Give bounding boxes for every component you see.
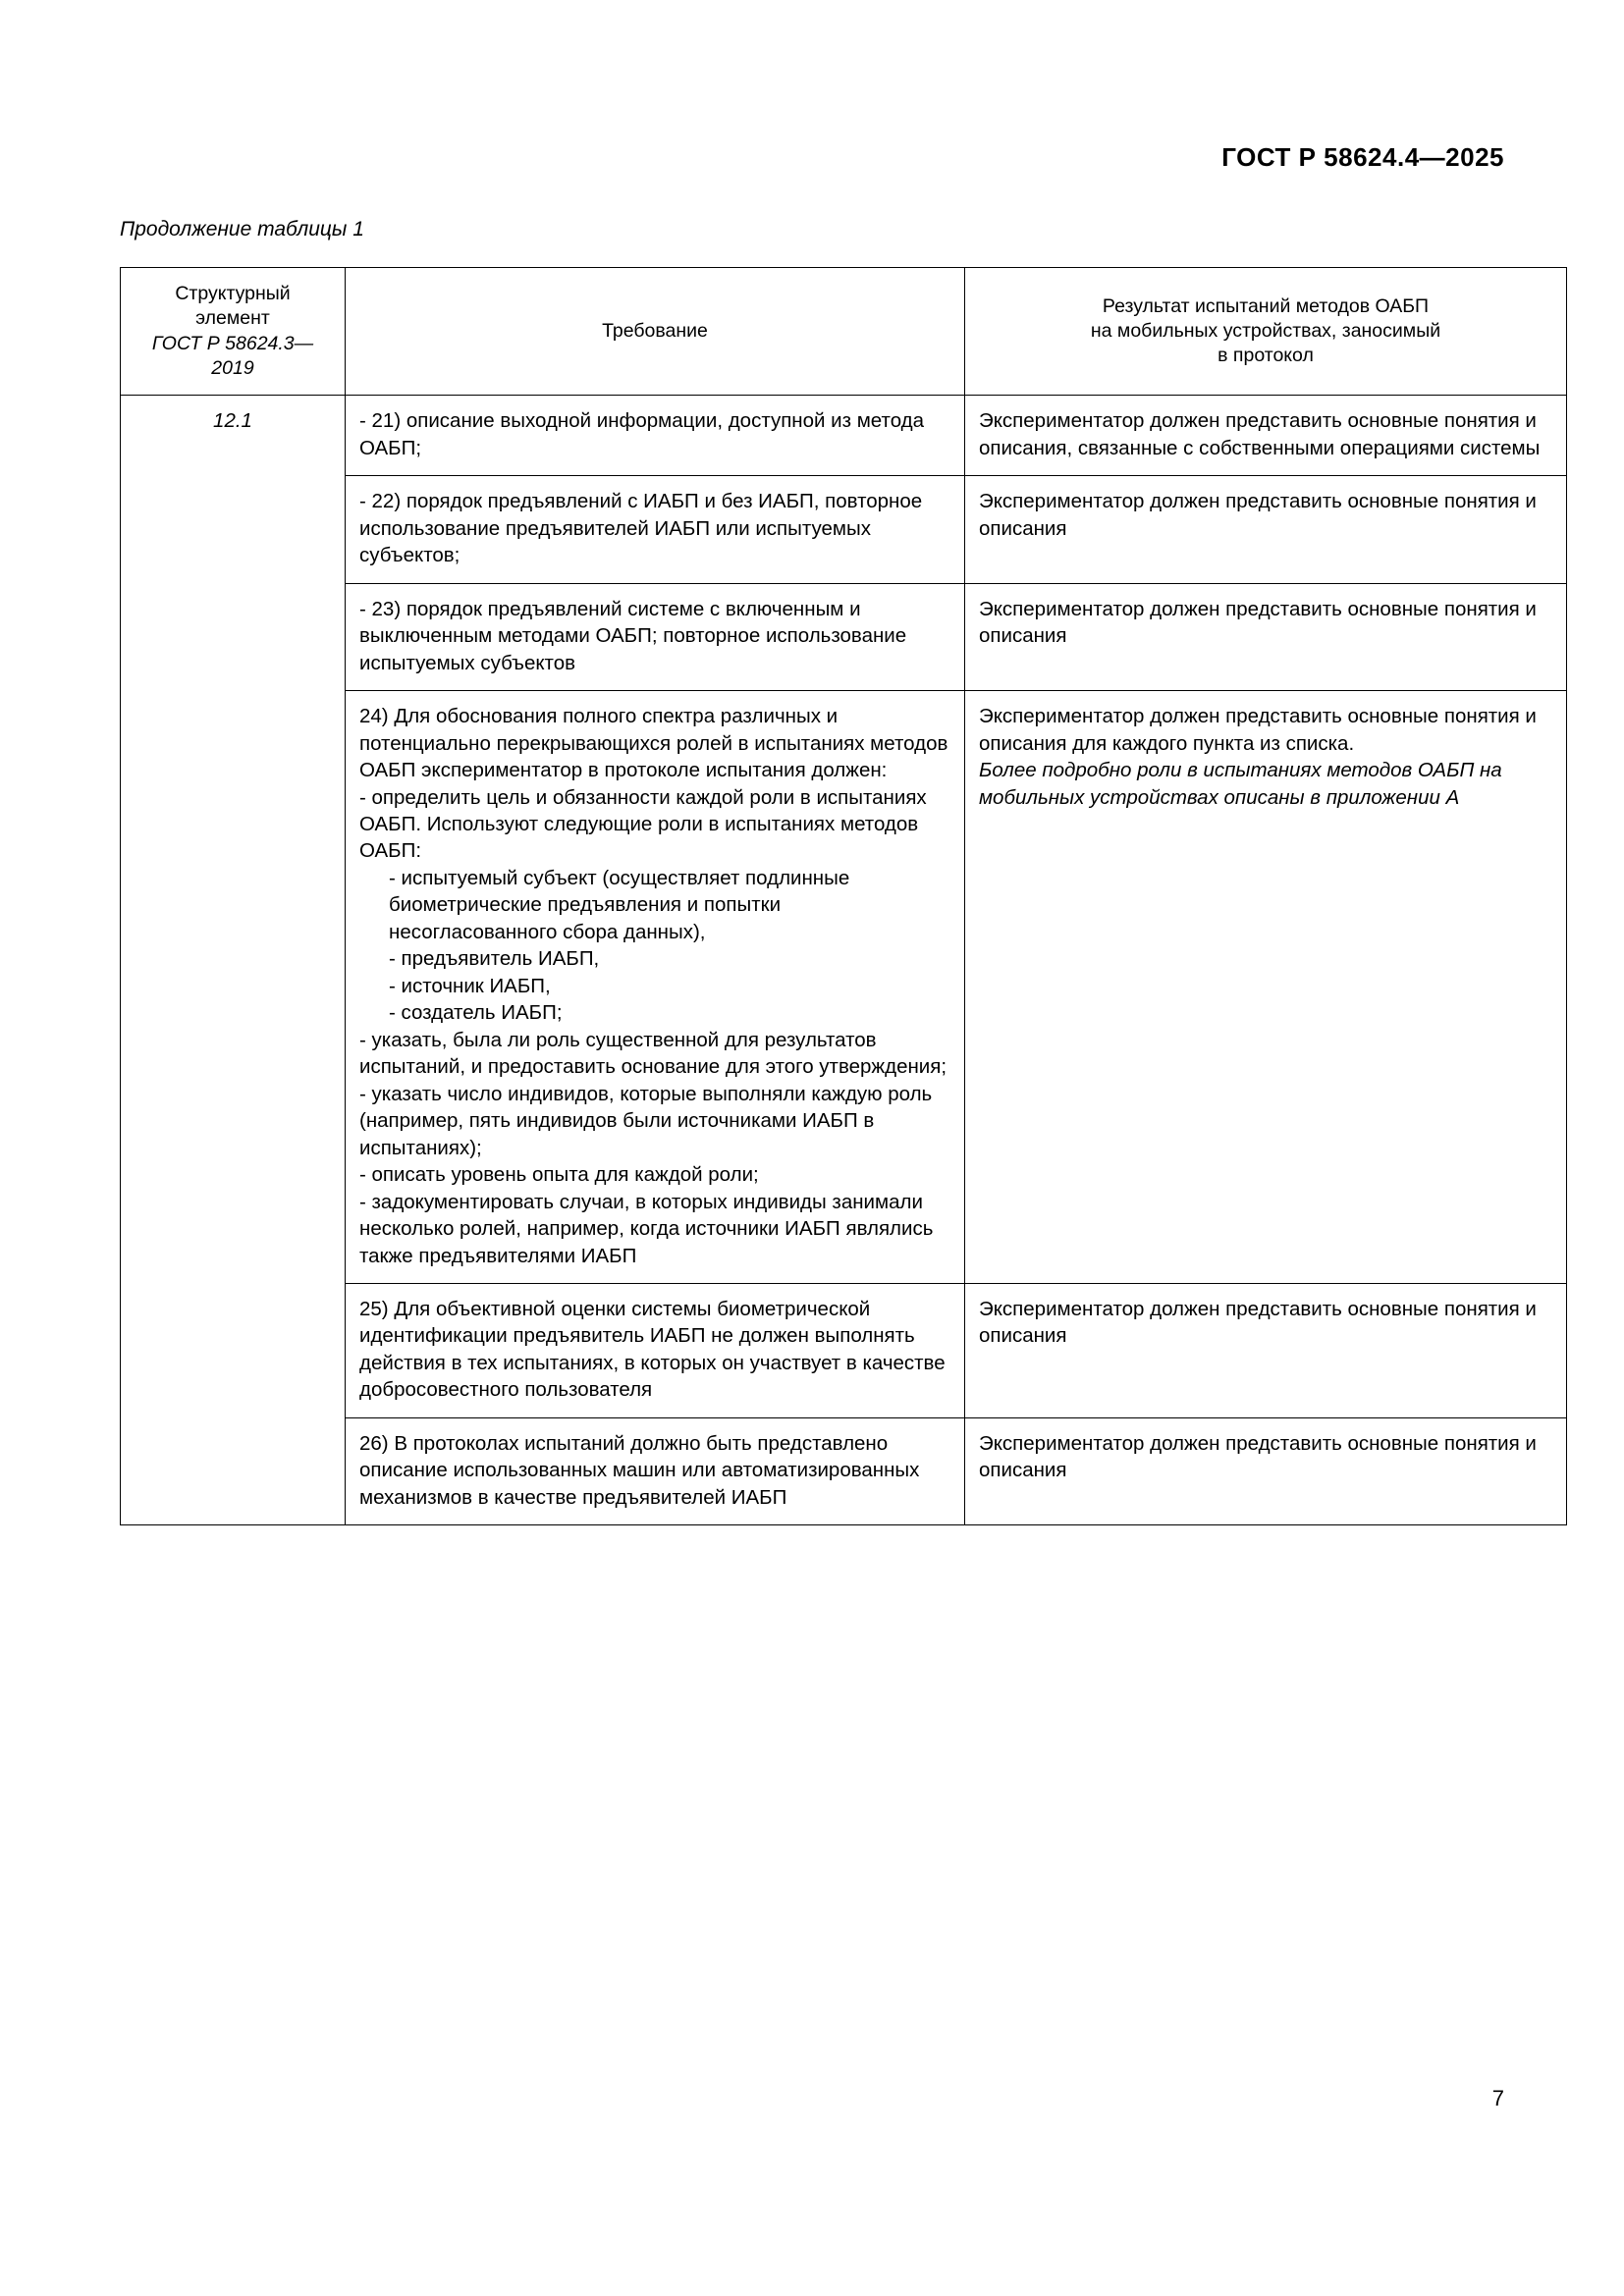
- column-header-line-4: 2019: [211, 357, 254, 380]
- column-header-line-3: ГОСТ Р 58624.3—: [151, 332, 314, 354]
- requirement-item: - описать уровень опыта для каждой роли;: [359, 1163, 759, 1187]
- cell-structural-element: 12.1: [121, 396, 346, 1525]
- requirement-item: - определить цель и обязанности каждой роли в испытаниях ОАБП. Используют следующие роли в испытаниях методов ОАБП:: [359, 785, 927, 863]
- requirement-item: - указать число индивидов, которые выполняли каждую роль (например, пять индивидов были источниками ИАБП в испытаниях);: [359, 1082, 933, 1159]
- page-number: 7: [1491, 2086, 1504, 2110]
- column-header-requirement-label: Требование: [602, 320, 708, 343]
- cell-requirement-list: [346, 691, 965, 1284]
- requirement-item: - источник ИАБП,: [389, 974, 551, 997]
- cell-requirement: - 21) описание выходной информации, доступной из метода ОАБП;: [346, 396, 965, 476]
- result-text: Экспериментатор должен представить основные понятия и описания для каждого пункта из списка.: [979, 705, 1537, 755]
- cell-requirement: - 22) порядок предъявлений с ИАБП и без ИАБП, повторное использование предъявителей ИАБП или испытуемых субъектов;: [346, 476, 965, 583]
- column-header-result-line-1: Результат испытаний методов ОАБП: [1102, 294, 1430, 317]
- requirement-item: - создатель ИАБП;: [389, 1001, 563, 1025]
- cell-result: Экспериментатор должен представить основные понятия и описания: [965, 476, 1567, 583]
- requirement-item: - задокументировать случаи, в которых индивиды занимали несколько ролей, например, когда источники ИАБП являлись также предъявителями ИАБП: [359, 1190, 934, 1267]
- cell-result: [965, 691, 1567, 1284]
- table-caption: Продолжение таблицы 1: [120, 218, 364, 240]
- column-header-result-line-2: на мобильных устройствах, заносимый: [1090, 320, 1441, 343]
- cell-result: Экспериментатор должен представить основные понятия и описания, связанные с собственными операциями системы: [965, 396, 1567, 476]
- cell-requirement: 26) В протоколах испытаний должно быть представлено описание использованных машин или автоматизированных механизмов в качестве предъявителей ИАБП: [346, 1417, 965, 1524]
- table-header-row: [121, 268, 1567, 396]
- cell-requirement: 25) Для объективной оценки системы биометрической идентификации предъявитель ИАБП не должен выполнять действия в тех испытаниях, в которых он участвует в качестве добросовестного пользователя: [346, 1283, 965, 1417]
- table-body: [121, 396, 1567, 1525]
- cell-result: Экспериментатор должен представить основные понятия и описания: [965, 1417, 1567, 1524]
- cell-result: Экспериментатор должен представить основные понятия и описания: [965, 1283, 1567, 1417]
- column-header-result: [965, 268, 1567, 396]
- requirement-intro: 24) Для обоснования полного спектра различных и потенциально перекрывающихся ролей в испытаниях методов ОАБП экспериментатор в протоколе испытания должен:: [359, 705, 948, 782]
- cell-requirement: - 23) порядок предъявлений системе с включенным и выключенным методами ОАБП; повторное использование испытуемых субъектов: [346, 583, 965, 690]
- table-head: [121, 268, 1567, 396]
- result-note-italic: Более подробно роли в испытаниях методов ОАБП на мобильных устройствах описаны в приложении А: [979, 759, 1502, 809]
- column-header-line-1: Структурный: [175, 283, 291, 304]
- requirement-item: - указать, была ли роль существенной для результатов испытаний, и предоставить основание для этого утверждения;: [359, 1028, 947, 1079]
- requirement-item: - испытуемый субъект (осуществляет подлинные биометрические предъявления и попытки несогласованного сбора данных),: [389, 866, 850, 943]
- table-row: [121, 396, 1567, 476]
- cell-result: Экспериментатор должен представить основные понятия и описания: [965, 583, 1567, 690]
- requirements-table: [120, 267, 1567, 1525]
- column-header-result-line-3: в протокол: [1218, 345, 1314, 367]
- column-header-requirement: [346, 268, 965, 396]
- page-header-standard-id: ГОСТ Р 58624.4—2025: [1221, 142, 1504, 172]
- requirement-item: - предъявитель ИАБП,: [389, 947, 600, 971]
- column-header-structural-element: [121, 268, 346, 396]
- column-header-line-2: элемент: [195, 307, 270, 330]
